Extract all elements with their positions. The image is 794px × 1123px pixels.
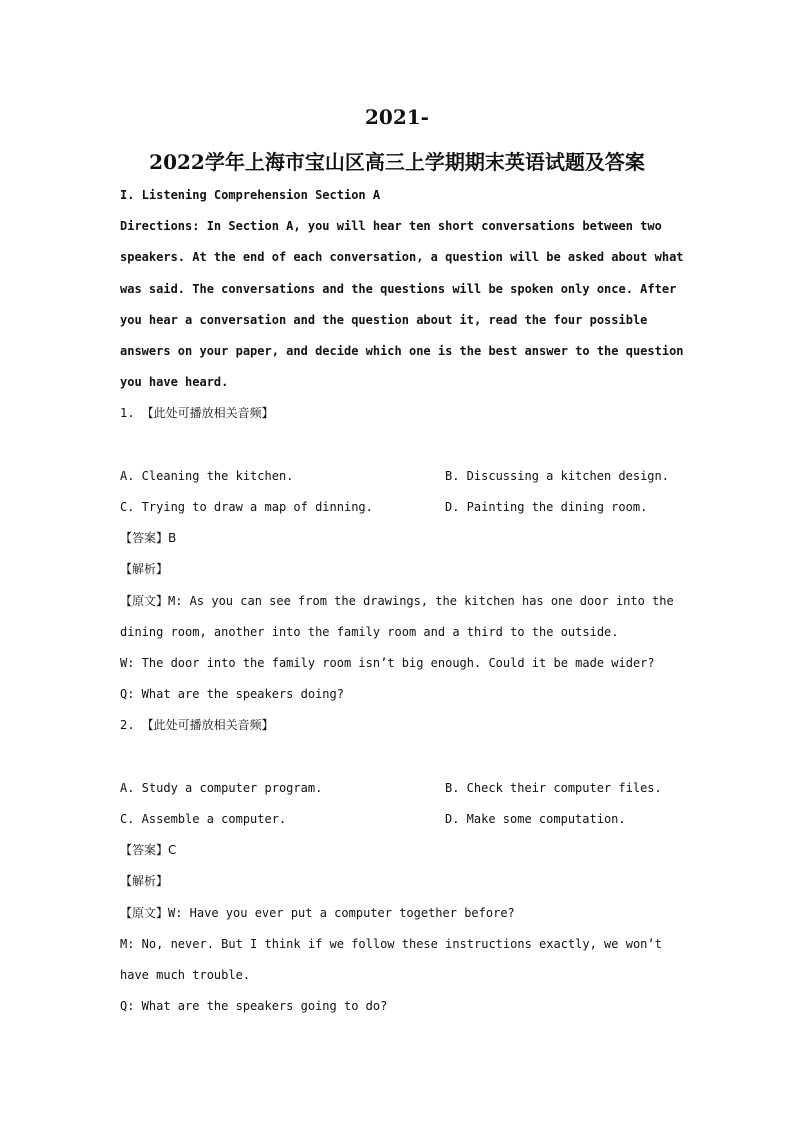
question-1-option-d: D. Painting the dining room. [445,500,648,514]
directions-line: speakers. At the end of each conversation, a question will be asked about what [120,250,684,264]
question-1-option-b: B. Discussing a kitchen design. [445,469,669,483]
question-2-transcript-line: 【原文】W: Have you ever put a computer together before? [120,906,515,920]
question-2-answer: 【答案】C [120,843,177,857]
question-2-transcript-line: Q: What are the speakers going to do? [120,999,388,1013]
question-2-label: 2. 【此处可播放相关音频】 [120,718,274,732]
question-2-option-d: D. Make some computation. [445,812,626,826]
directions-line: Directions: In Section A, you will hear ten short conversations between two [120,219,662,233]
section-heading: I. Listening Comprehension Section A [120,188,381,202]
directions-line: you have heard. [120,375,229,389]
question-2-option-b: B. Check their computer files. [445,781,662,795]
directions-line: answers on your paper, and decide which one is the best answer to the question [120,344,684,358]
page-title-line-1: 2021- [365,105,429,129]
question-2-transcript-line: M: No, never. But I think if we follow these instructions exactly, we won’t [120,937,662,951]
question-1-transcript-line: W: The door into the family room isn’t big enough. Could it be made wider? [120,656,655,670]
question-2-option-a: A. Study a computer program. [120,781,323,795]
question-1-option-c: C. Trying to draw a map of dinning. [120,500,373,514]
question-1-transcript-line: dining room, another into the family room and a third to the outside. [120,625,619,639]
question-1-transcript-line: 【原文】M: As you can see from the drawings, the kitchen has one door into the [120,594,674,608]
directions-line: was said. The conversations and the questions will be spoken only once. After [120,282,677,296]
question-2-transcript-line: have much trouble. [120,968,251,982]
question-2-analysis: 【解析】 [120,874,169,888]
question-2-option-c: C. Assemble a computer. [120,812,287,826]
directions-line: you hear a conversation and the question about it, read the four possible [120,313,648,327]
question-1-option-a: A. Cleaning the kitchen. [120,469,294,483]
question-1-transcript-line: Q: What are the speakers doing? [120,687,344,701]
question-1-analysis: 【解析】 [120,562,169,576]
question-1-answer: 【答案】B [120,531,177,545]
page-title-line-2: 2022学年上海市宝山区高三上学期期末英语试题及答案 [149,150,645,174]
question-1-label: 1. 【此处可播放相关音频】 [120,406,274,420]
